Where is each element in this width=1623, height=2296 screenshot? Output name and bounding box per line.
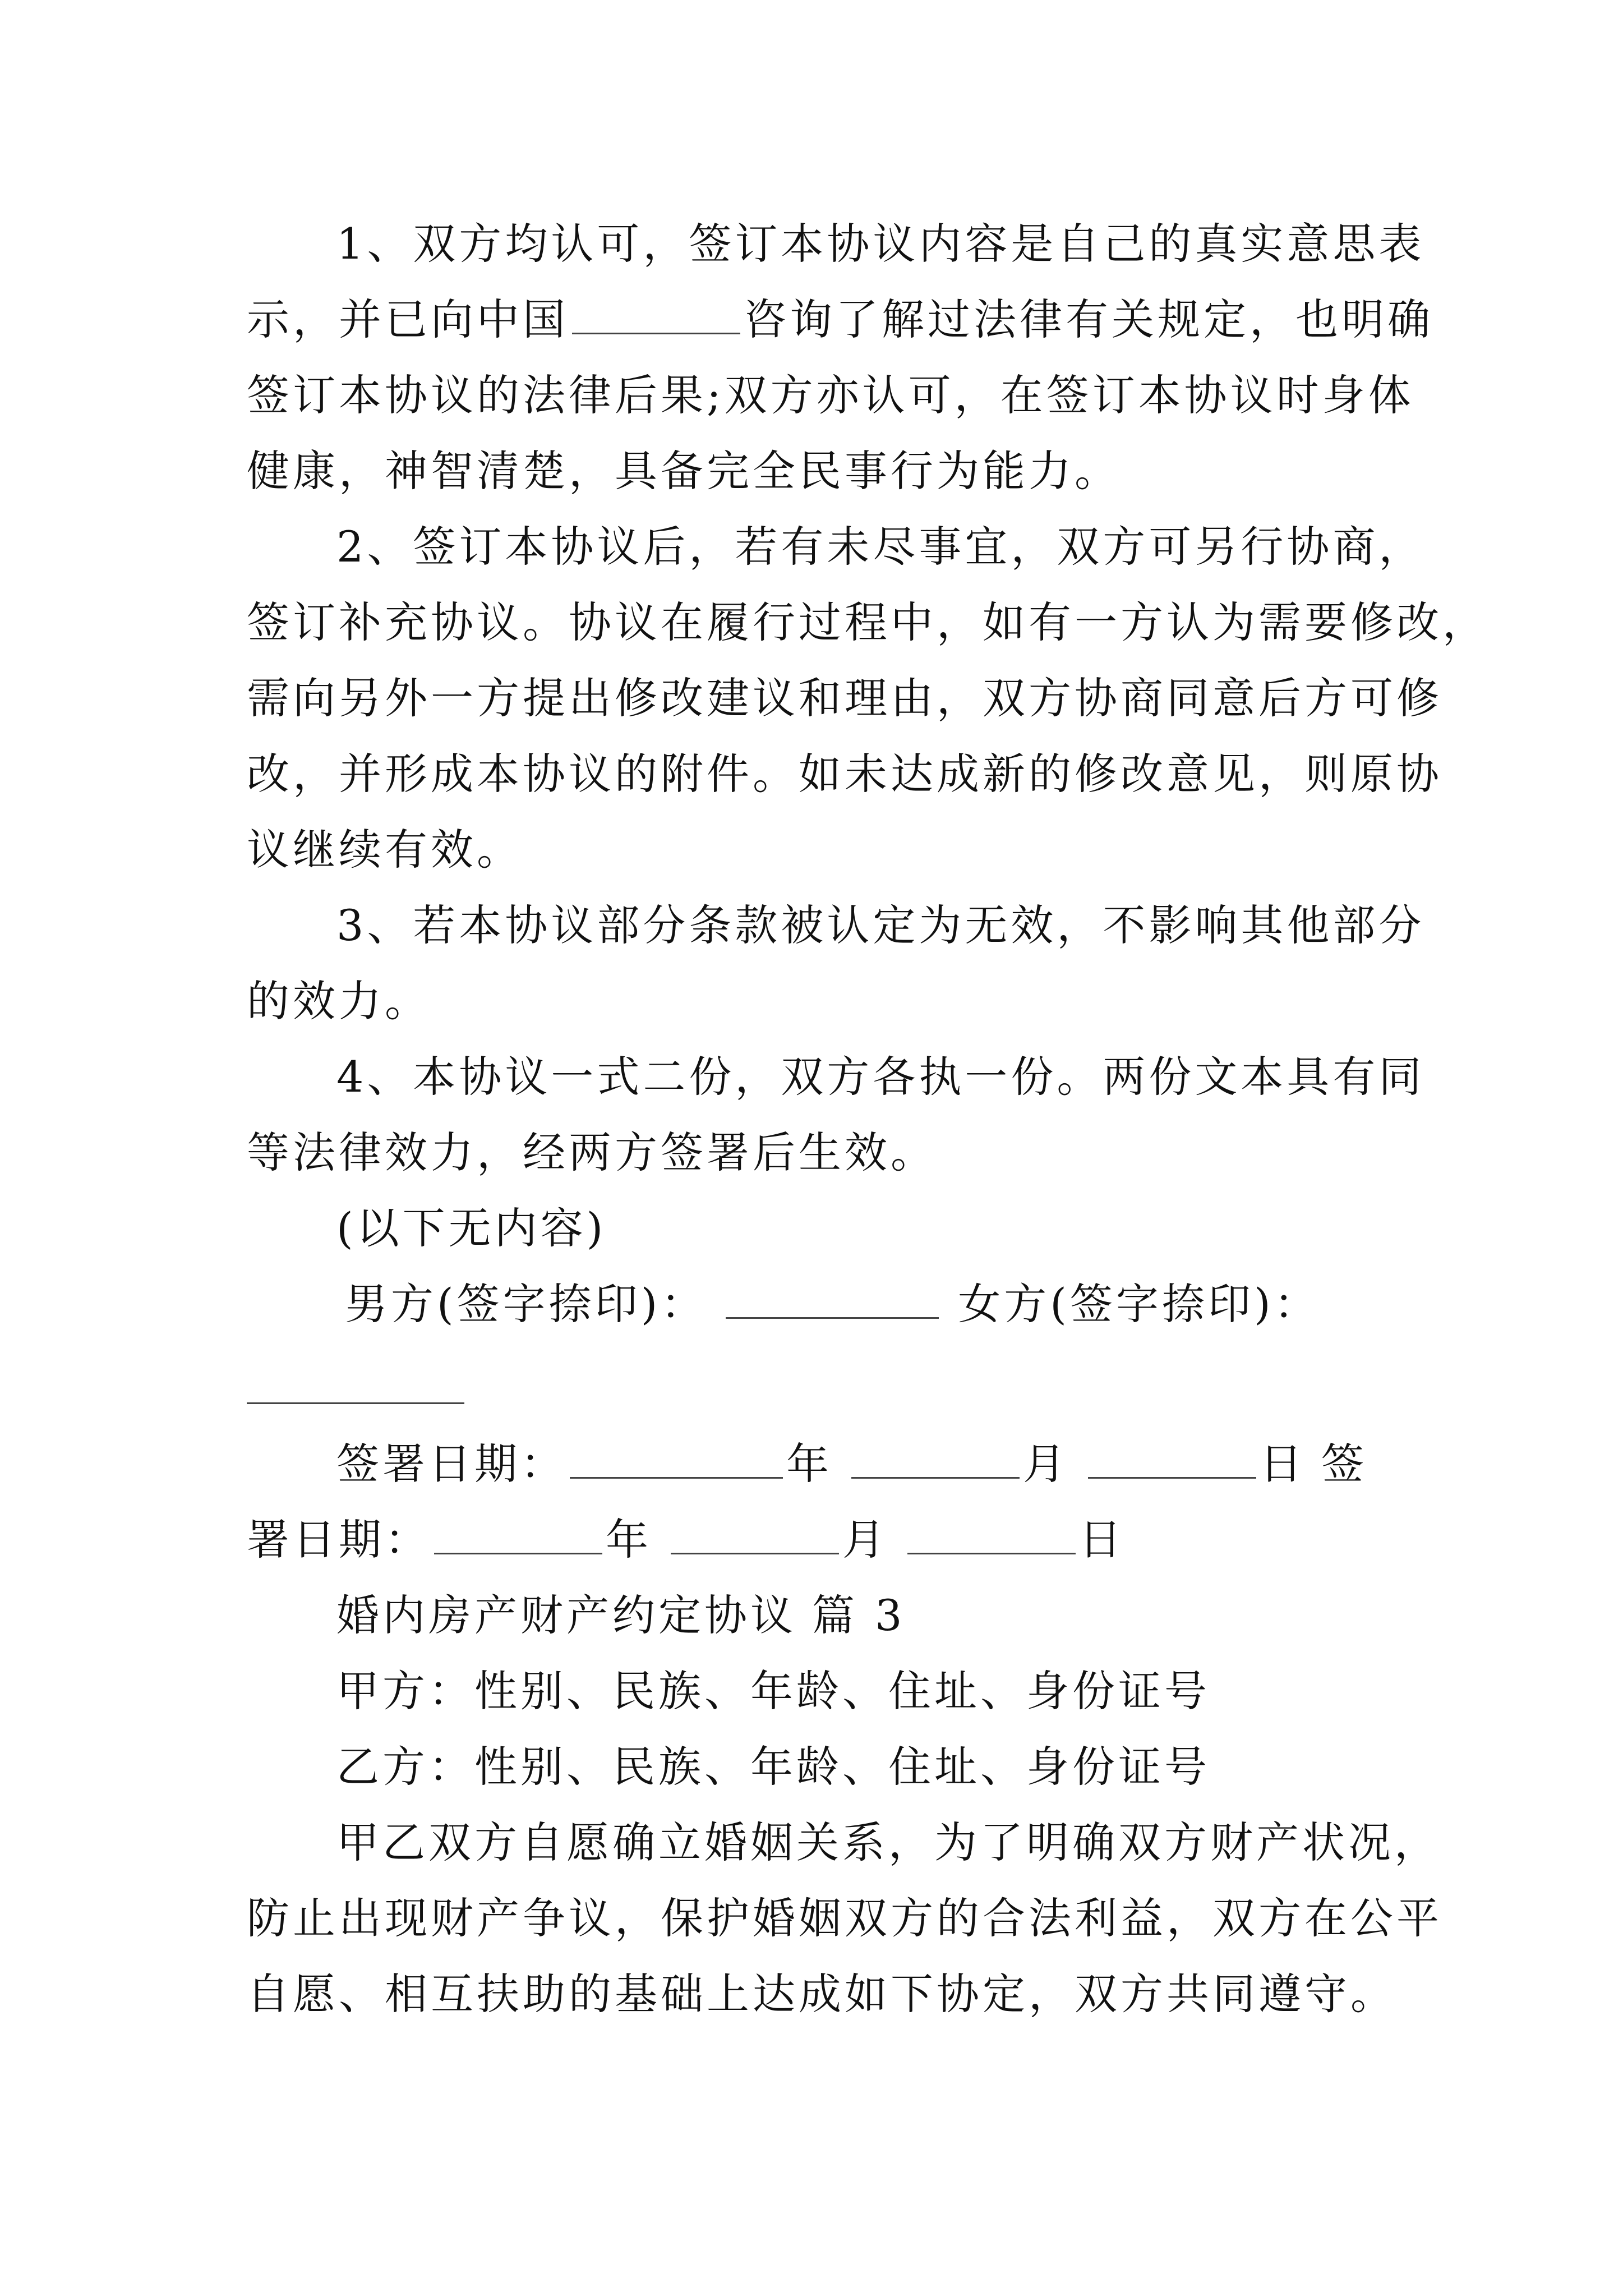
clause-2-line-4: 改，并形成本协议的附件。如未达成新的修改意见，则原协 bbox=[247, 749, 1442, 799]
clause-2-line-5: 议继续有效。 bbox=[247, 825, 523, 875]
female-sign-label: 女方(签字捺印)： bbox=[958, 1279, 1320, 1329]
female-sign-blank bbox=[247, 1402, 464, 1404]
female-date-label: 署日期： bbox=[247, 1515, 431, 1565]
clause-1-line-4: 健康，神智清楚，具备完全民事行为能力。 bbox=[247, 446, 1121, 496]
clause-2-line-2: 签订补充协议。协议在履行过程中，如有一方认为需要修改， bbox=[247, 597, 1488, 647]
clause-1-line-3: 签订本协议的法律后果;双方亦认可，在签订本协议时身体 bbox=[247, 370, 1414, 420]
party-a-line: 甲方：性别、民族、年龄、住址、身份证号 bbox=[336, 1666, 1210, 1716]
clause-4-line-1: 4、本协议一式二份，双方各执一份。两份文本具有同 bbox=[336, 1052, 1425, 1102]
clause-2-line-3: 需向另外一方提出修改建议和理由，双方协商同意后方可修 bbox=[247, 673, 1442, 723]
section-title-text: 婚内房产财产约定协议 bbox=[336, 1590, 796, 1640]
day-label: 日 bbox=[1260, 1439, 1306, 1489]
female-year-blank bbox=[434, 1519, 602, 1554]
clause-2-line-1: 2、签订本协议后，若有未尽事宜，双方可另行协商， bbox=[336, 522, 1425, 572]
male-sign-label: 男方(签字捺印)： bbox=[345, 1279, 707, 1329]
male-month-blank bbox=[851, 1443, 1020, 1479]
year-label-2: 年 bbox=[606, 1515, 652, 1565]
clause-1-text-a: 示，并已向中国 bbox=[247, 295, 569, 344]
male-year-blank bbox=[570, 1443, 783, 1479]
no-content-note: (以下无内容) bbox=[336, 1203, 607, 1253]
clause-1-text-b: 咨询了解过法律有关规定，也明确 bbox=[744, 295, 1433, 344]
clause-1-line-1: 1、双方均认可，签订本协议内容是自己的真实意思表 bbox=[336, 219, 1425, 269]
intro-line-2: 防止出现财产争议，保护婚姻双方的合法利益，双方在公平 bbox=[247, 1893, 1442, 1943]
section-title bbox=[336, 1585, 906, 1646]
consult-org-blank bbox=[572, 299, 740, 334]
clause-1-line-2 bbox=[247, 289, 1433, 351]
day-label-2: 日 bbox=[1079, 1515, 1125, 1565]
male-day-blank bbox=[1088, 1443, 1256, 1479]
party-b-line: 乙方：性别、民族、年龄、住址、身份证号 bbox=[336, 1742, 1210, 1792]
date-line-1 bbox=[336, 1433, 1367, 1495]
intro-line-3: 自愿、相互扶助的基础上达成如下协定，双方共同遵守。 bbox=[247, 1969, 1396, 2019]
male-date-label: 签署日期： bbox=[336, 1439, 566, 1489]
signature-line bbox=[345, 1273, 1320, 1335]
year-label: 年 bbox=[786, 1439, 832, 1489]
date-wrap-start: 签 bbox=[1321, 1439, 1367, 1489]
male-sign-blank bbox=[726, 1283, 939, 1319]
section-part-label: 篇 3 bbox=[812, 1590, 906, 1640]
clause-3-line-2: 的效力。 bbox=[247, 976, 431, 1026]
month-label-2: 月 bbox=[842, 1515, 888, 1565]
intro-line-1: 甲乙双方自愿确立婚姻关系，为了明确双方财产状况， bbox=[336, 1818, 1440, 1867]
clause-3-line-1: 3、若本协议部分条款被认定为无效，不影响其他部分 bbox=[336, 900, 1425, 950]
month-label: 月 bbox=[1023, 1439, 1069, 1489]
clause-4-line-2: 等法律效力，经两方签署后生效。 bbox=[247, 1128, 937, 1177]
date-line-2 bbox=[247, 1509, 1125, 1571]
female-month-blank bbox=[671, 1519, 839, 1554]
female-day-blank bbox=[907, 1519, 1076, 1554]
